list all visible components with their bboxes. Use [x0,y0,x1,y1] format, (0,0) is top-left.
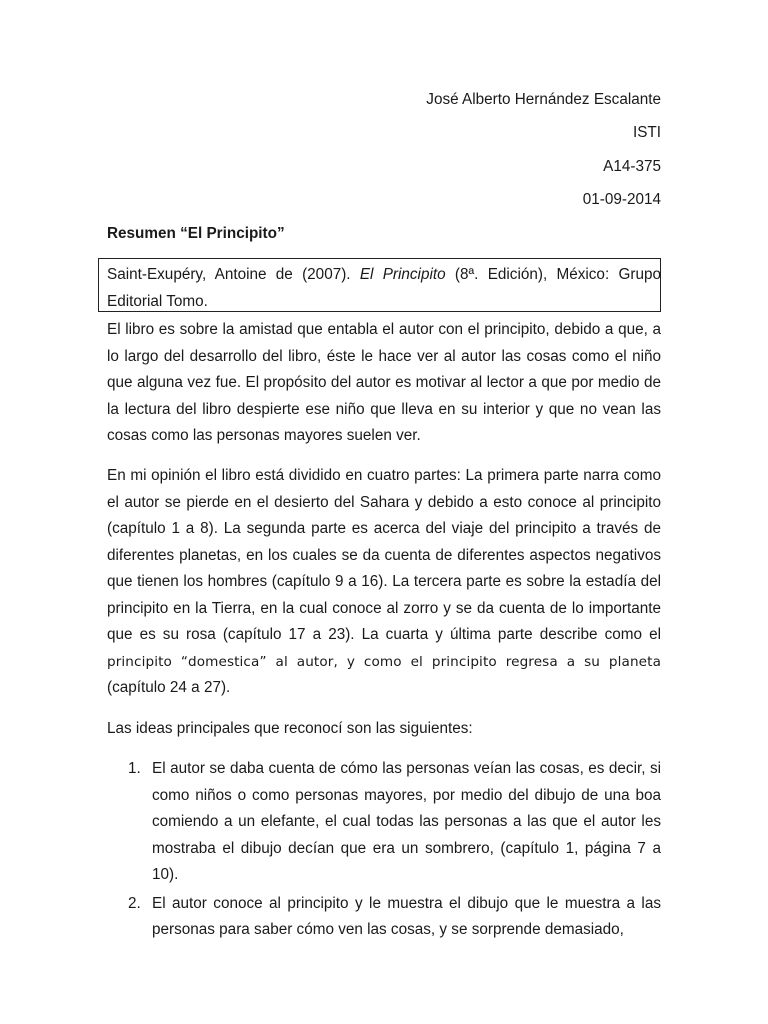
list-item-number: 1. [128,760,141,777]
paragraph-opinion-main: En mi opinión el libro está dividido en cuatro partes: La primera parte narra como el autor se pierde en el desierto del Sahara y debido a esto conoce al principito (capítulo 1 a 8). La segunda parte es acerca del viaje del principito a través de diferentes planetas, en los cuales se da cuenta de diferentes aspectos negativos que tienen los hombres (capítulo 9 a 16). La tercera parte es sobre la estadía del principito en la Tierra, en la cual conoce al zorro y se da cuenta de lo importante que es su rosa (capítulo 17 a 23). La cuarta y última parte describe como el [107,467,661,643]
list-item-text: El autor se daba cuenta de cómo las personas veían las cosas, es decir, si como niños o como personas mayores, por medio del dibujo de una boa comiendo a un elefante, el cual todas las personas a las que el autor les mostraba el dibujo decían que era un sombrero, (capítulo 1, página 7 a 10). [152,760,661,883]
citation-authors: Saint-Exupéry, Antoine de (2007). [107,266,360,283]
document-date: 01-09-2014 [582,191,661,208]
student-code: A14-375 [603,158,661,175]
paragraph-opinion-end: (capítulo 24 a 27). [107,679,231,696]
document-title: Resumen “El Principito” [107,225,285,242]
paragraph-opinion-alt: principito “domestica” al autor, y como el principito regresa a su planeta [107,653,661,670]
ideas-list [107,756,661,946]
paragraph-opinion [107,463,661,702]
citation-publisher: Editorial Tomo. [107,292,208,310]
citation-line-1 [107,262,661,289]
list-item [107,891,661,944]
author-name: José Alberto Hernández Escalante [426,91,661,108]
citation-book-title: El Principito [359,266,446,283]
list-item [107,756,661,889]
institution: ISTI [632,124,661,141]
list-item-number: 2. [128,894,141,912]
list-item-text: El autor conoce al principito y le muestra el dibujo que le muestra a las personas para saber cómo ven las cosas, y se sorprende demasiado, [152,894,661,938]
paragraph-ideas-intro: Las ideas principales que reconocí son las siguientes: [107,720,473,737]
citation-edition: (8ª. Edición), México: Grupo [445,266,661,283]
citation [107,262,661,315]
paragraph-summary: El libro es sobre la amistad que entabla el autor con el principito, debido a que, a lo largo del desarrollo del libro, éste le hace ver al autor las cosas como el niño que alguna vez fue. El propósito del autor es motivar al lector a que por medio de la lectura del libro despierte ese niño que lleva en su interior y que no vean las cosas como las personas mayores suelen ver. [107,321,661,444]
